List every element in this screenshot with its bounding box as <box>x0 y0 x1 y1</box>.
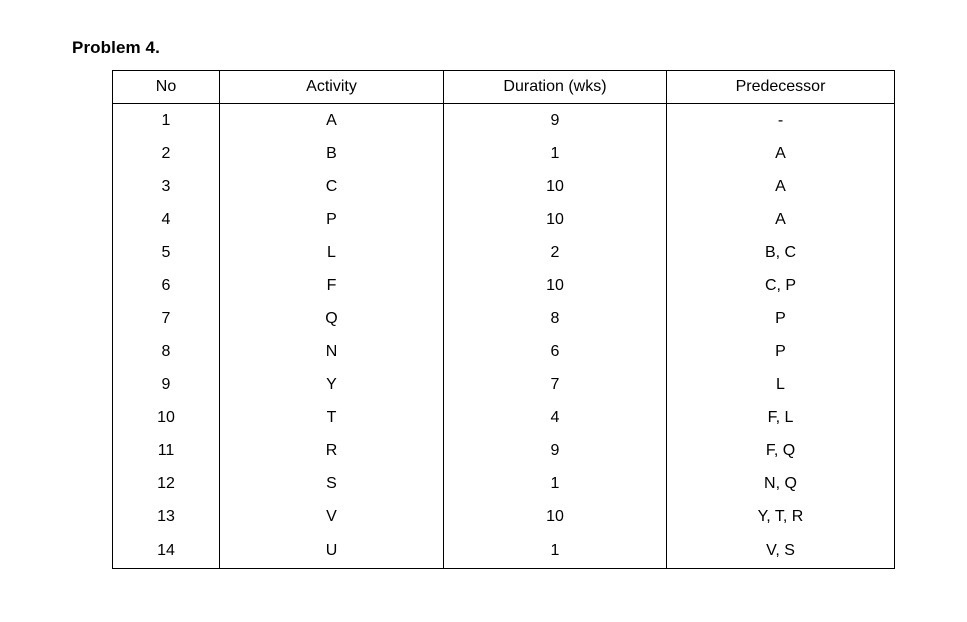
cell-activity: C <box>220 170 444 203</box>
cell-activity: F <box>220 269 444 302</box>
cell-duration: 1 <box>444 467 667 500</box>
cell-no: 12 <box>113 467 220 500</box>
header-predecessor: Predecessor <box>667 71 895 104</box>
cell-no: 4 <box>113 203 220 236</box>
cell-activity: Y <box>220 368 444 401</box>
cell-predecessor: N, Q <box>667 467 895 500</box>
table-row <box>113 368 895 401</box>
cell-predecessor: - <box>667 104 895 138</box>
cell-duration: 2 <box>444 236 667 269</box>
table-row <box>113 203 895 236</box>
cell-no: 6 <box>113 269 220 302</box>
cell-predecessor: F, L <box>667 401 895 434</box>
cell-duration: 9 <box>444 104 667 138</box>
table-row <box>113 401 895 434</box>
cell-duration: 9 <box>444 434 667 467</box>
cell-activity: U <box>220 533 444 569</box>
cell-activity: Q <box>220 302 444 335</box>
cell-no: 1 <box>113 104 220 138</box>
table-row <box>113 236 895 269</box>
table-row <box>113 500 895 533</box>
cell-duration: 10 <box>444 269 667 302</box>
cell-predecessor: P <box>667 302 895 335</box>
cell-duration: 10 <box>444 203 667 236</box>
cell-no: 11 <box>113 434 220 467</box>
table-row <box>113 335 895 368</box>
cell-duration: 8 <box>444 302 667 335</box>
table-row <box>113 137 895 170</box>
cell-duration: 1 <box>444 533 667 569</box>
cell-no: 3 <box>113 170 220 203</box>
cell-no: 13 <box>113 500 220 533</box>
cell-predecessor: F, Q <box>667 434 895 467</box>
cell-no: 14 <box>113 533 220 569</box>
header-no: No <box>113 71 220 104</box>
cell-predecessor: V, S <box>667 533 895 569</box>
cell-duration: 4 <box>444 401 667 434</box>
table-row <box>113 467 895 500</box>
header-activity: Activity <box>220 71 444 104</box>
table-row <box>113 170 895 203</box>
cell-no: 7 <box>113 302 220 335</box>
cell-no: 10 <box>113 401 220 434</box>
cell-activity: L <box>220 236 444 269</box>
cell-activity: T <box>220 401 444 434</box>
cell-activity: B <box>220 137 444 170</box>
cell-activity: A <box>220 104 444 138</box>
table-row <box>113 104 895 138</box>
cell-activity: S <box>220 467 444 500</box>
table-row <box>113 269 895 302</box>
problem-title: Problem 4. <box>72 38 160 57</box>
header-row <box>113 71 895 104</box>
table-row <box>113 302 895 335</box>
activity-table <box>112 70 895 569</box>
cell-predecessor: P <box>667 335 895 368</box>
cell-duration: 10 <box>444 500 667 533</box>
cell-predecessor: A <box>667 170 895 203</box>
cell-activity: V <box>220 500 444 533</box>
cell-predecessor: C, P <box>667 269 895 302</box>
cell-activity: P <box>220 203 444 236</box>
cell-activity: R <box>220 434 444 467</box>
cell-predecessor: A <box>667 203 895 236</box>
cell-duration: 6 <box>444 335 667 368</box>
cell-predecessor: B, C <box>667 236 895 269</box>
cell-no: 5 <box>113 236 220 269</box>
cell-duration: 10 <box>444 170 667 203</box>
cell-predecessor: Y, T, R <box>667 500 895 533</box>
cell-predecessor: L <box>667 368 895 401</box>
cell-no: 2 <box>113 137 220 170</box>
cell-predecessor: A <box>667 137 895 170</box>
header-duration: Duration (wks) <box>444 71 667 104</box>
cell-activity: N <box>220 335 444 368</box>
table-row <box>113 434 895 467</box>
table-row <box>113 533 895 569</box>
cell-no: 9 <box>113 368 220 401</box>
cell-duration: 7 <box>444 368 667 401</box>
cell-no: 8 <box>113 335 220 368</box>
cell-duration: 1 <box>444 137 667 170</box>
